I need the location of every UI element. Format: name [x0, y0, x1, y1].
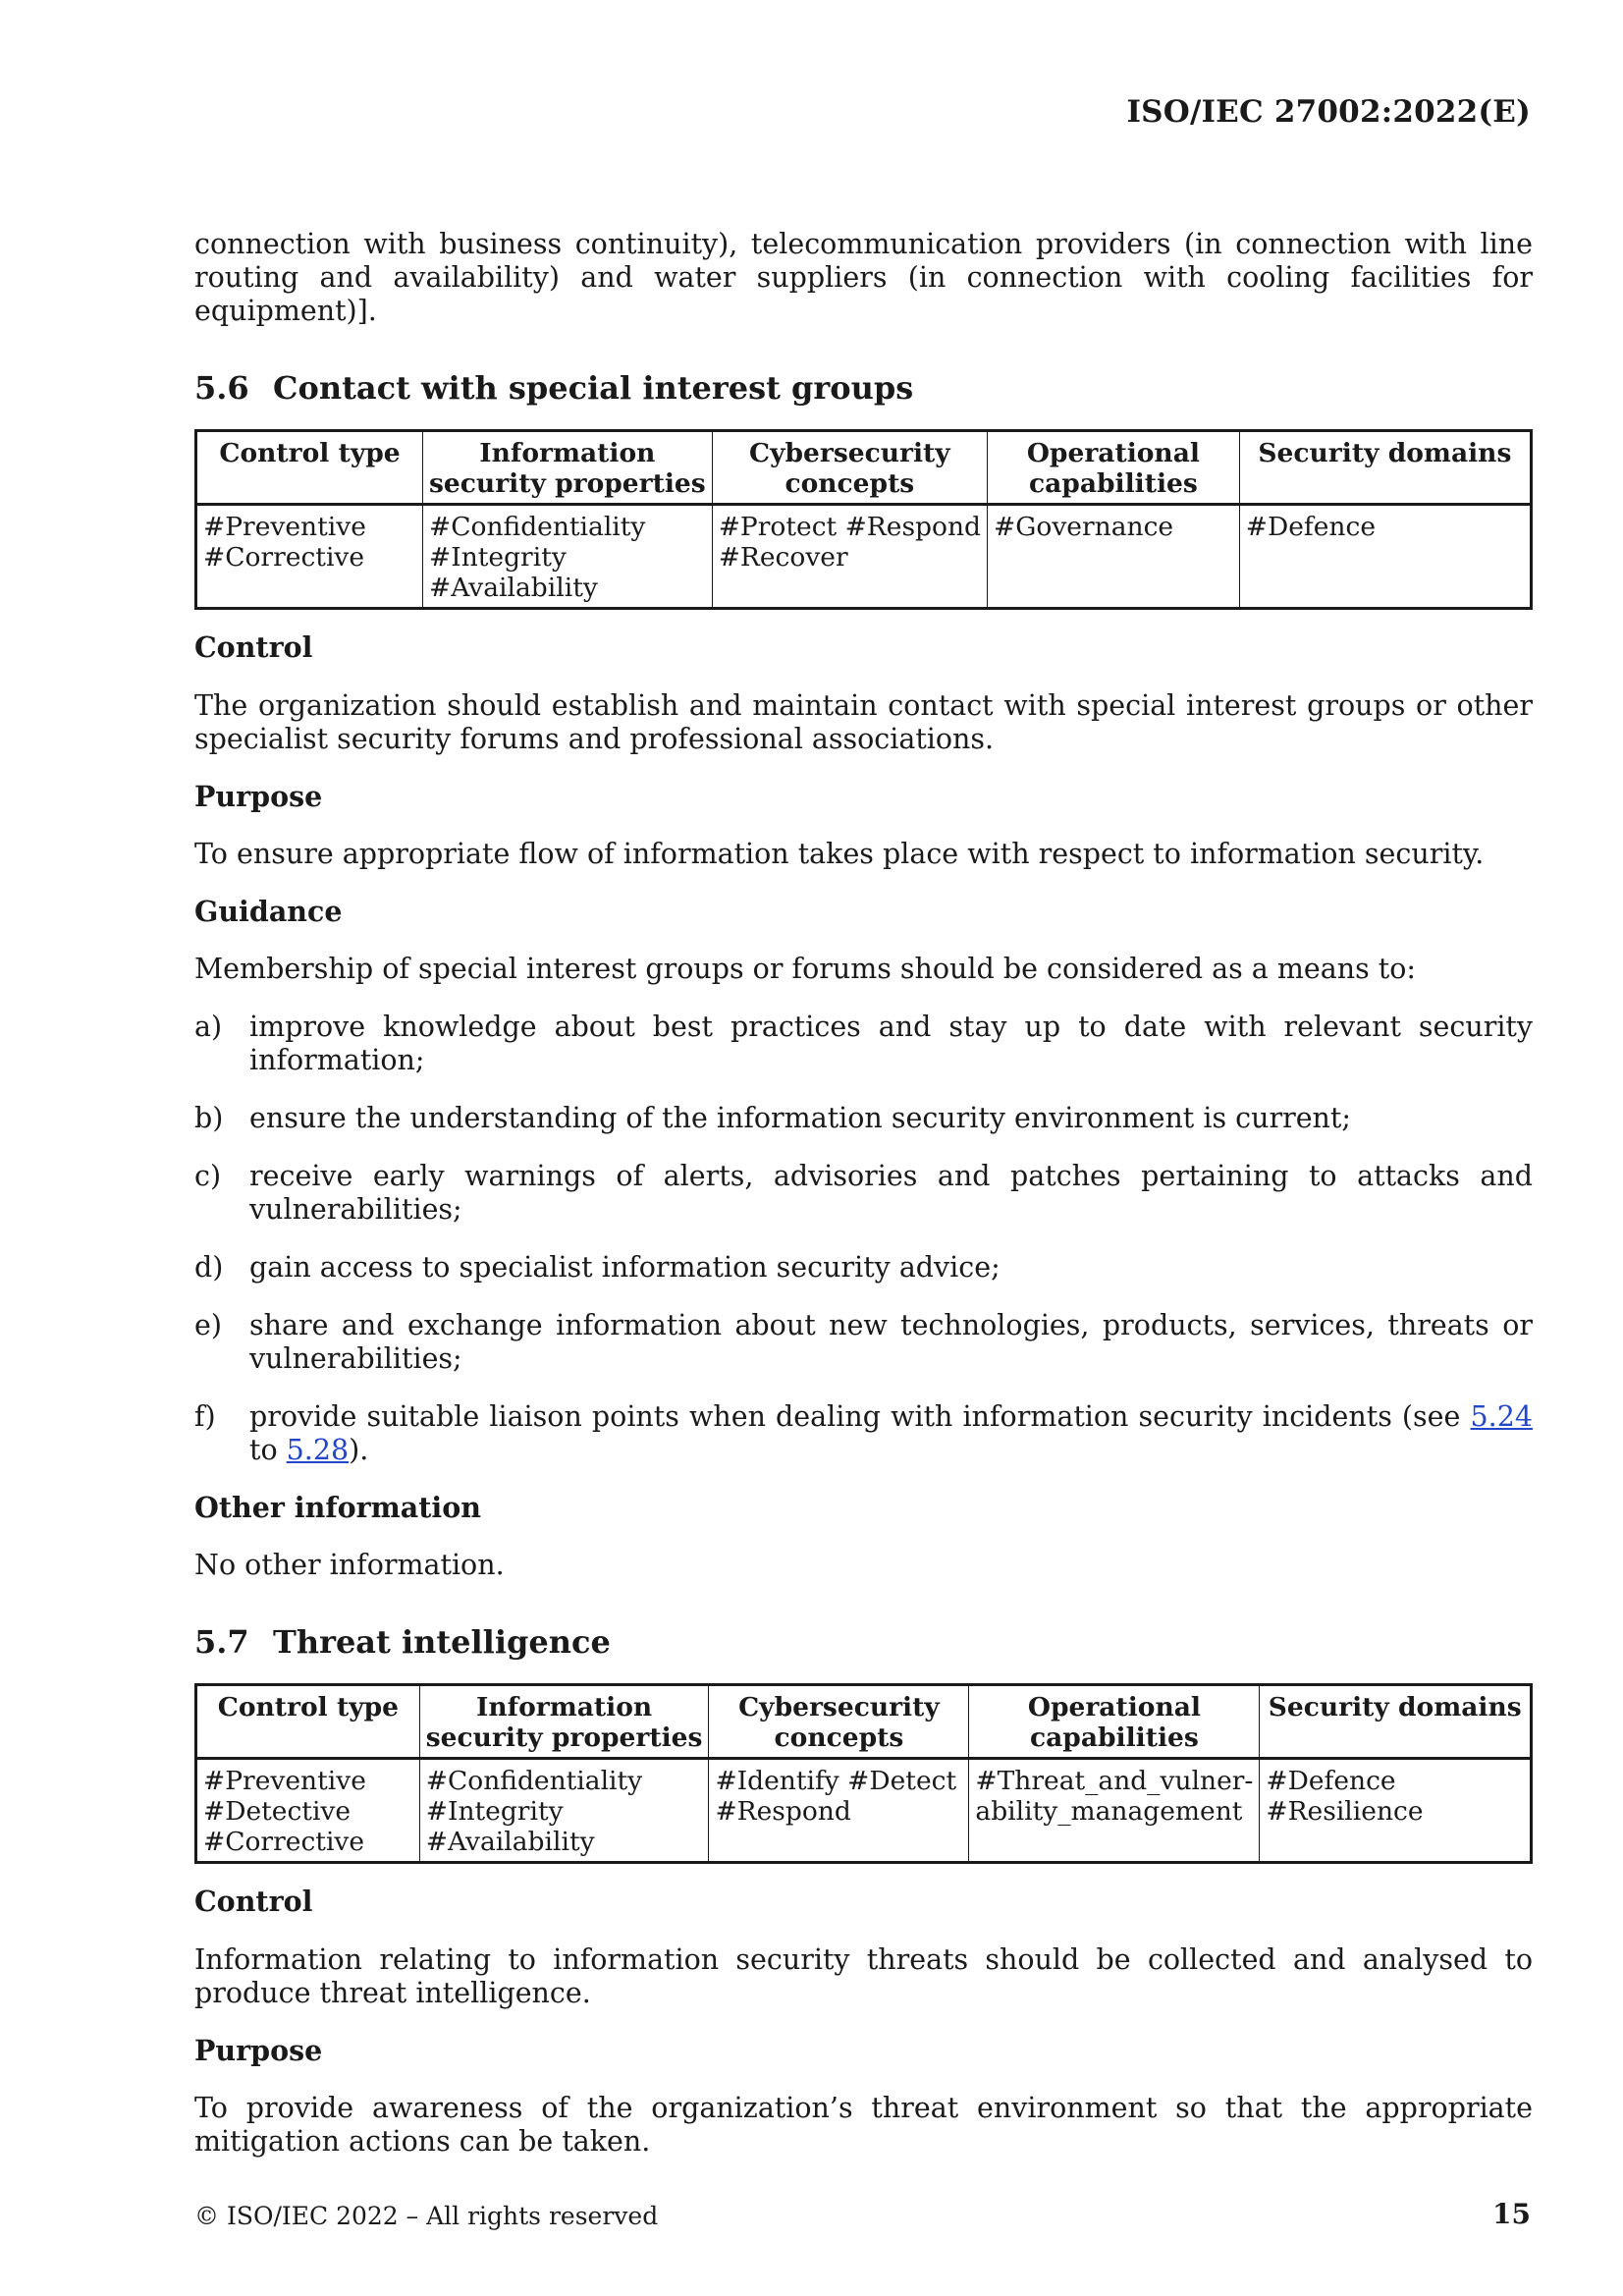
- page-content: [194, 228, 1533, 2159]
- header-control-type: Control type: [196, 431, 423, 505]
- header-security-domains: Security domains: [1260, 1685, 1532, 1759]
- header-control-type: Control type: [196, 1685, 420, 1759]
- cell-cybersecurity-concepts: #Identify #Detect #Respond: [709, 1759, 969, 1863]
- guidance-list: [194, 1011, 1533, 1467]
- header-security-properties: Information security properties: [423, 431, 713, 505]
- header-security-properties: Information security properties: [419, 1685, 709, 1759]
- list-item: a) improve knowledge about best practices and stay up to date with relevant security information;: [194, 1011, 1533, 1076]
- control-text: Information relating to information security threats should be collected and analysed to produce threat intelligence.: [194, 1943, 1533, 2009]
- attribute-table-5-6: [194, 429, 1533, 610]
- cell-security-domains: #Defence: [1239, 505, 1531, 609]
- guidance-intro: Membership of special interest groups or forums should be considered as a means to:: [194, 953, 1416, 985]
- list-item: c) receive early warnings of alerts, advisories and patches pertaining to attacks and vulnerabilities;: [194, 1160, 1533, 1226]
- section-5-7-heading: [194, 1622, 1533, 1662]
- table-header-row: [196, 1685, 1532, 1759]
- control-text: The organization should establish and maintain contact with special interest groups or other specialist security forums and professional associations.: [194, 689, 1533, 755]
- cell-control-type: #Preventive #Corrective: [196, 505, 423, 609]
- header-cybersecurity-concepts: Cybersecurity concepts: [712, 431, 987, 505]
- header-operational-capabilities: Operational capabilities: [969, 1685, 1260, 1759]
- section-title: Contact with special interest groups: [273, 369, 914, 407]
- clause-5-28-link[interactable]: 5.28: [286, 1434, 350, 1466]
- section-number: 5.6: [194, 369, 249, 407]
- cell-control-type: #Preventive #Detective #Corrective: [196, 1759, 420, 1863]
- clause-5-24-link[interactable]: 5.24: [1470, 1400, 1533, 1433]
- table-row: [196, 1759, 1532, 1863]
- copyright-footer: © ISO/IEC 2022 – All rights reserved: [194, 2202, 659, 2230]
- purpose-heading: Purpose: [194, 2034, 323, 2067]
- cell-security-properties: #Confidentiality #Integrity #Availability: [419, 1759, 709, 1863]
- table-header-row: [196, 431, 1532, 505]
- list-item: d) gain access to specialist information security advice;: [194, 1251, 1001, 1284]
- section-5-6-heading: [194, 368, 1533, 408]
- purpose-heading: Purpose: [194, 780, 323, 813]
- guidance-heading: Guidance: [194, 895, 343, 928]
- control-heading: Control: [194, 1885, 313, 1918]
- list-item: e) share and exchange information about new technologies, products, services, threats or vulnerabilities;: [194, 1309, 1533, 1375]
- document-id-header: ISO/IEC 27002:2022(E): [1126, 94, 1531, 130]
- list-item: b) ensure the understanding of the information security environment is current;: [194, 1102, 1351, 1134]
- cell-security-properties: #Confidentiality #Integrity #Availability: [423, 505, 713, 609]
- section-title: Threat intelligence: [273, 1623, 611, 1661]
- cell-operational-capabilities: #Threat_and_vulner- ability_management: [969, 1759, 1260, 1863]
- header-cybersecurity-concepts: Cybersecurity concepts: [709, 1685, 969, 1759]
- page-number: 15: [1492, 2198, 1531, 2230]
- list-item: f) provide suitable liaison points when dealing with information security incidents (see 5.24 to 5.28).: [194, 1400, 1533, 1466]
- intro-paragraph: connection with business continuity), telecommunication providers (in connection with line routing and availability) and water suppliers (in connection with cooling facilities for equipment)].: [194, 228, 1533, 327]
- cell-cybersecurity-concepts: #Protect #Respond #Recover: [712, 505, 987, 609]
- other-information-text: No other information.: [194, 1549, 505, 1581]
- attribute-table-5-7: [194, 1683, 1533, 1864]
- header-operational-capabilities: Operational capabilities: [988, 431, 1240, 505]
- section-number: 5.7: [194, 1623, 249, 1661]
- purpose-text: To provide awareness of the organization’s threat environment so that the appropriate mitigation actions can be taken.: [194, 2092, 1533, 2158]
- table-row: [196, 505, 1532, 609]
- header-security-domains: Security domains: [1239, 431, 1531, 505]
- cell-security-domains: #Defence #Resilience: [1260, 1759, 1532, 1863]
- control-heading: Control: [194, 630, 313, 664]
- purpose-text: To ensure appropriate flow of information takes place with respect to information security.: [194, 838, 1485, 870]
- other-information-heading: Other information: [194, 1491, 481, 1524]
- cell-operational-capabilities: #Governance: [988, 505, 1240, 609]
